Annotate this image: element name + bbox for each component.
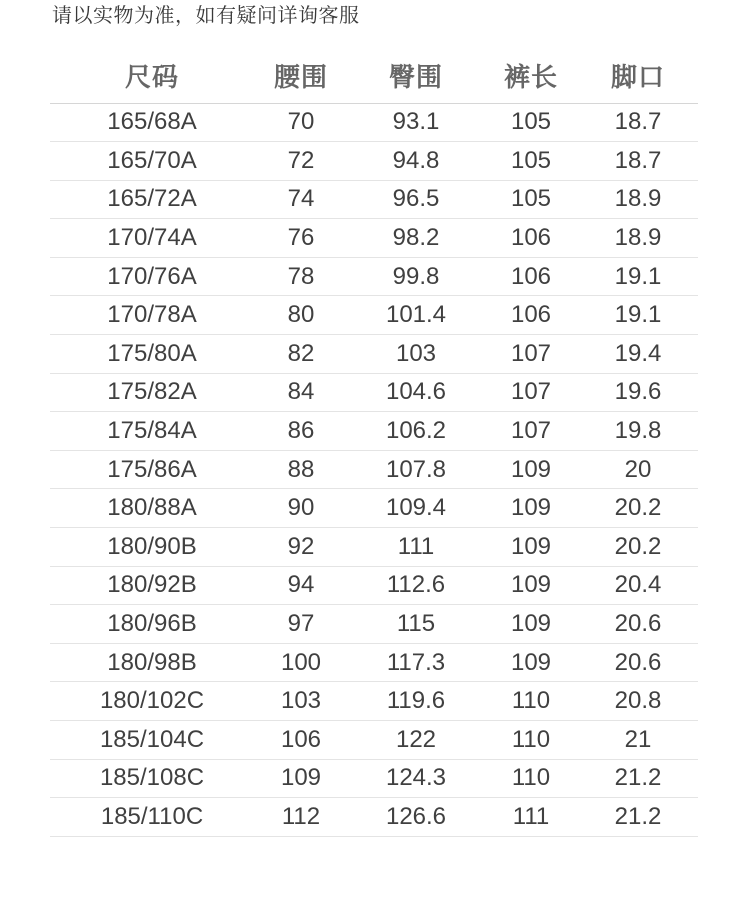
cell-pants-length: 109 bbox=[484, 605, 578, 644]
table-row bbox=[50, 605, 698, 644]
table-row bbox=[50, 335, 698, 374]
table-row bbox=[50, 412, 698, 451]
cell-waist: 86 bbox=[254, 412, 348, 451]
column-header-waist: 腰围 bbox=[254, 48, 348, 103]
cell-waist: 80 bbox=[254, 296, 348, 335]
cell-pants-length: 105 bbox=[484, 103, 578, 142]
cell-leg-opening: 19.1 bbox=[578, 257, 698, 296]
cell-hip: 106.2 bbox=[348, 412, 484, 451]
cell-hip: 93.1 bbox=[348, 103, 484, 142]
cell-hip: 98.2 bbox=[348, 219, 484, 258]
cell-leg-opening: 18.9 bbox=[578, 219, 698, 258]
cell-pants-length: 105 bbox=[484, 142, 578, 181]
cell-hip: 111 bbox=[348, 528, 484, 567]
cell-leg-opening: 19.8 bbox=[578, 412, 698, 451]
cell-size: 185/110C bbox=[50, 798, 254, 837]
cell-pants-length: 107 bbox=[484, 373, 578, 412]
cell-waist: 88 bbox=[254, 450, 348, 489]
cell-hip: 107.8 bbox=[348, 450, 484, 489]
cell-size: 165/68A bbox=[50, 103, 254, 142]
table-row bbox=[50, 759, 698, 798]
cell-size: 165/72A bbox=[50, 180, 254, 219]
cell-leg-opening: 19.6 bbox=[578, 373, 698, 412]
cell-size: 180/98B bbox=[50, 643, 254, 682]
cell-pants-length: 109 bbox=[484, 450, 578, 489]
cell-size: 175/86A bbox=[50, 450, 254, 489]
table-body bbox=[50, 103, 698, 836]
cell-leg-opening: 21.2 bbox=[578, 759, 698, 798]
cell-pants-length: 109 bbox=[484, 566, 578, 605]
cell-pants-length: 107 bbox=[484, 412, 578, 451]
column-header-leg-opening: 脚口 bbox=[578, 48, 698, 103]
cell-leg-opening: 21.2 bbox=[578, 798, 698, 837]
table-row bbox=[50, 643, 698, 682]
table-row bbox=[50, 373, 698, 412]
cell-pants-length: 106 bbox=[484, 219, 578, 258]
cell-pants-length: 109 bbox=[484, 643, 578, 682]
cell-waist: 94 bbox=[254, 566, 348, 605]
cell-size: 175/82A bbox=[50, 373, 254, 412]
table-row bbox=[50, 528, 698, 567]
cell-hip: 112.6 bbox=[348, 566, 484, 605]
cell-waist: 112 bbox=[254, 798, 348, 837]
cell-waist: 76 bbox=[254, 219, 348, 258]
cell-waist: 100 bbox=[254, 643, 348, 682]
cell-size: 180/88A bbox=[50, 489, 254, 528]
cell-hip: 99.8 bbox=[348, 257, 484, 296]
cell-leg-opening: 20.2 bbox=[578, 489, 698, 528]
cell-size: 170/76A bbox=[50, 257, 254, 296]
disclaimer-note: 请以实物为准，如有疑问详询客服 bbox=[52, 5, 360, 27]
cell-leg-opening: 18.7 bbox=[578, 103, 698, 142]
cell-waist: 78 bbox=[254, 257, 348, 296]
cell-hip: 122 bbox=[348, 721, 484, 760]
cell-leg-opening: 20.6 bbox=[578, 605, 698, 644]
cell-size: 170/74A bbox=[50, 219, 254, 258]
cell-size: 180/96B bbox=[50, 605, 254, 644]
cell-hip: 96.5 bbox=[348, 180, 484, 219]
size-chart-table bbox=[50, 48, 698, 837]
cell-waist: 106 bbox=[254, 721, 348, 760]
cell-pants-length: 111 bbox=[484, 798, 578, 837]
cell-size: 180/90B bbox=[50, 528, 254, 567]
cell-hip: 126.6 bbox=[348, 798, 484, 837]
table-row bbox=[50, 180, 698, 219]
table-row bbox=[50, 219, 698, 258]
table-row bbox=[50, 721, 698, 760]
table-row bbox=[50, 142, 698, 181]
cell-pants-length: 110 bbox=[484, 721, 578, 760]
cell-hip: 104.6 bbox=[348, 373, 484, 412]
cell-waist: 72 bbox=[254, 142, 348, 181]
table-row bbox=[50, 489, 698, 528]
column-header-hip: 臀围 bbox=[348, 48, 484, 103]
cell-waist: 103 bbox=[254, 682, 348, 721]
cell-hip: 94.8 bbox=[348, 142, 484, 181]
cell-hip: 109.4 bbox=[348, 489, 484, 528]
cell-size: 185/104C bbox=[50, 721, 254, 760]
table-row bbox=[50, 103, 698, 142]
table-row bbox=[50, 450, 698, 489]
cell-hip: 103 bbox=[348, 335, 484, 374]
table-row bbox=[50, 798, 698, 837]
cell-leg-opening: 20.2 bbox=[578, 528, 698, 567]
cell-pants-length: 110 bbox=[484, 759, 578, 798]
cell-size: 185/108C bbox=[50, 759, 254, 798]
cell-waist: 70 bbox=[254, 103, 348, 142]
cell-leg-opening: 18.7 bbox=[578, 142, 698, 181]
table-row bbox=[50, 296, 698, 335]
cell-waist: 74 bbox=[254, 180, 348, 219]
cell-leg-opening: 20.4 bbox=[578, 566, 698, 605]
cell-leg-opening: 20.8 bbox=[578, 682, 698, 721]
cell-pants-length: 109 bbox=[484, 528, 578, 567]
table-header-row bbox=[50, 48, 698, 103]
cell-pants-length: 106 bbox=[484, 257, 578, 296]
cell-waist: 97 bbox=[254, 605, 348, 644]
cell-leg-opening: 19.1 bbox=[578, 296, 698, 335]
cell-pants-length: 109 bbox=[484, 489, 578, 528]
cell-size: 165/70A bbox=[50, 142, 254, 181]
cell-leg-opening: 21 bbox=[578, 721, 698, 760]
cell-pants-length: 106 bbox=[484, 296, 578, 335]
cell-size: 175/80A bbox=[50, 335, 254, 374]
column-header-size: 尺码 bbox=[50, 48, 254, 103]
cell-hip: 119.6 bbox=[348, 682, 484, 721]
cell-hip: 124.3 bbox=[348, 759, 484, 798]
cell-waist: 82 bbox=[254, 335, 348, 374]
cell-pants-length: 107 bbox=[484, 335, 578, 374]
cell-size: 170/78A bbox=[50, 296, 254, 335]
cell-waist: 90 bbox=[254, 489, 348, 528]
table-row bbox=[50, 566, 698, 605]
table-row bbox=[50, 682, 698, 721]
cell-pants-length: 110 bbox=[484, 682, 578, 721]
cell-waist: 92 bbox=[254, 528, 348, 567]
cell-leg-opening: 18.9 bbox=[578, 180, 698, 219]
cell-waist: 84 bbox=[254, 373, 348, 412]
cell-size: 180/92B bbox=[50, 566, 254, 605]
cell-leg-opening: 20 bbox=[578, 450, 698, 489]
cell-waist: 109 bbox=[254, 759, 348, 798]
cell-hip: 115 bbox=[348, 605, 484, 644]
table-row bbox=[50, 257, 698, 296]
cell-pants-length: 105 bbox=[484, 180, 578, 219]
cell-size: 180/102C bbox=[50, 682, 254, 721]
cell-hip: 101.4 bbox=[348, 296, 484, 335]
cell-size: 175/84A bbox=[50, 412, 254, 451]
cell-leg-opening: 19.4 bbox=[578, 335, 698, 374]
cell-leg-opening: 20.6 bbox=[578, 643, 698, 682]
cell-hip: 117.3 bbox=[348, 643, 484, 682]
column-header-pants-length: 裤长 bbox=[484, 48, 578, 103]
